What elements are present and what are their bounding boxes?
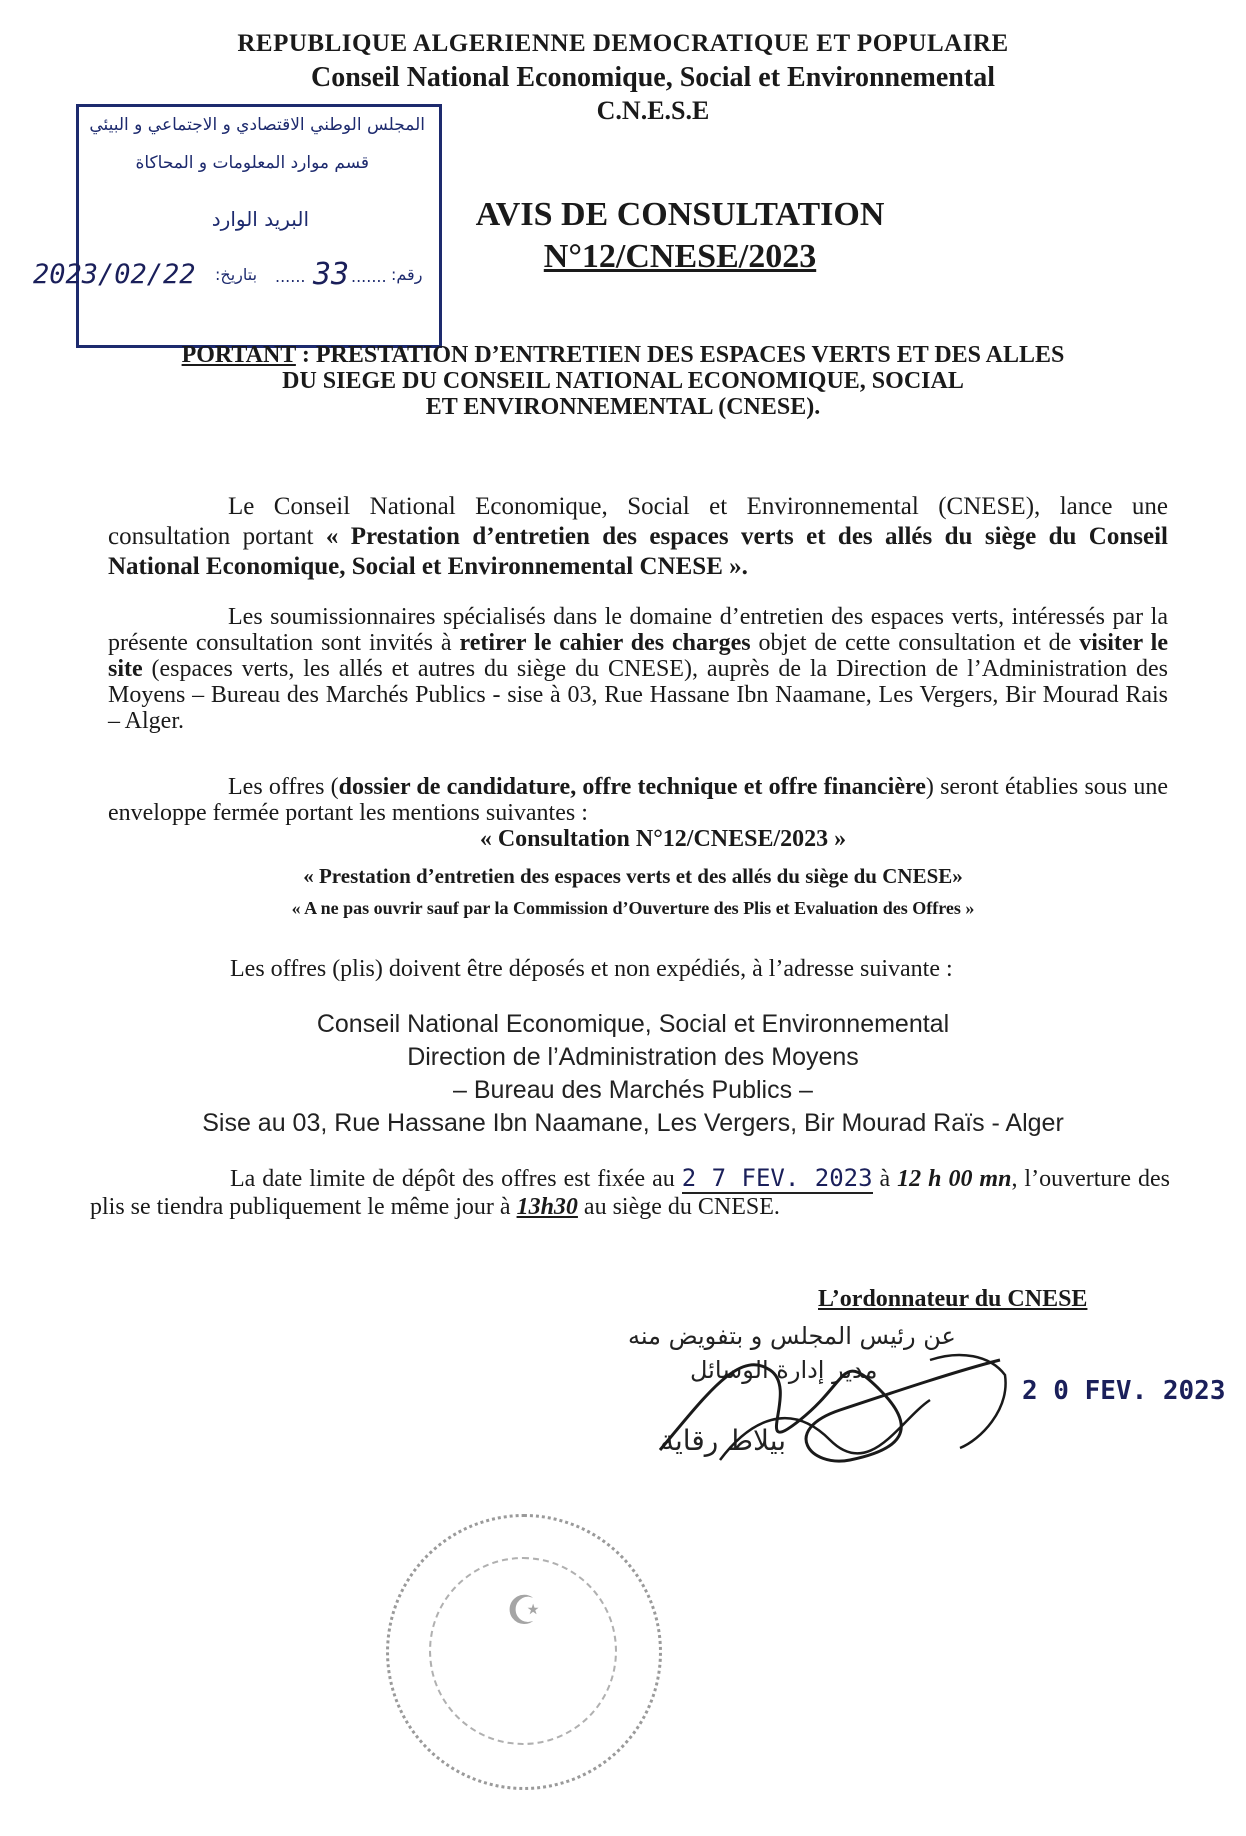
paragraph-offers-text-1: Les offres ( xyxy=(228,774,339,800)
header-republic: REPUBLIQUE ALGERIENNE DEMOCRATIQUE ET POPULAIRE xyxy=(237,30,1009,57)
deadline-paragraph xyxy=(90,1164,1170,1221)
seal-inner-ring xyxy=(429,1557,617,1745)
stamp-dots-2: ....... xyxy=(351,267,387,286)
object-text-1: : PRESTATION D’ENTRETIEN DES ESPACES VERTS ET DES ALLES xyxy=(295,342,1065,368)
mention-consultation: « Consultation N°12/CNESE/2023 » xyxy=(479,826,847,852)
deadline-date: 2 7 FEV. 2023 xyxy=(681,1164,873,1192)
address-line-4: Sise au 03, Rue Hassane Ibn Naamane, Les Vergers, Bir Mourad Raïs - Alger xyxy=(202,1109,1064,1137)
deadline-text-4: au siège du CNESE. xyxy=(577,1194,780,1220)
stamp-council-name: المجلس الوطني الاقتصادي و الاجتماعي و البيئي xyxy=(89,115,425,135)
paragraph-intro xyxy=(108,492,1168,582)
signature-delegation: عن رئيس المجلس و بتفويض منه xyxy=(628,1322,956,1350)
paragraph-intro-emphasis: « Prestation d’entretien des espaces verts et des allés du siège du Conseil National Economique, Social et Environnemental CNESE ». xyxy=(108,523,1168,580)
mention-prestation: « Prestation d’entretien des espaces verts et des allés du siège du CNESE» xyxy=(303,864,963,888)
deposit-intro: Les offres (plis) doivent être déposés et non expédiés, à l’adresse suivante : xyxy=(230,956,953,982)
handwritten-signature xyxy=(600,1330,1020,1480)
paragraph-bidders xyxy=(108,604,1168,734)
header-council: Conseil National Economique, Social et Environnemental xyxy=(311,62,995,93)
mention-do-not-open: « A ne pas ouvrir sauf par la Commission d’Ouverture des Plis et Evaluation des Offres » xyxy=(291,898,975,918)
signature-date: 2 0 FEV. 2023 xyxy=(1022,1376,1226,1406)
paragraph-bidders-bold-1: retirer le cahier des charges xyxy=(459,630,751,656)
stamp-incoming-mail: البريد الوارد xyxy=(211,207,309,231)
signatory-title: L’ordonnateur du CNESE xyxy=(818,1286,1088,1312)
deadline-text-3: , l’ouverture des plis se tiendra publiquement le même jour à xyxy=(90,1166,1170,1220)
paragraph-bidders-text-1: Les soumissionnaires spécialisés dans le domaine d’entretien des espaces verts, intéressés par la présente consultation sont invités à xyxy=(108,604,1168,656)
paragraph-offers-bold: dossier de candidature, offre technique et offre financière xyxy=(338,774,926,800)
header-acronym: C.N.E.S.E xyxy=(596,96,710,125)
deadline-text-1: La date limite de dépôt des offres est fixée au xyxy=(230,1166,682,1192)
object-line-1 xyxy=(60,342,1186,368)
signature-director: مدير إدارة الوسائل xyxy=(690,1356,878,1384)
object-label: PORTANT xyxy=(181,342,296,368)
signature-name: بيلاط رقاية xyxy=(660,1424,786,1457)
stamp-department: قسم موارد المعلومات و المحاكاة xyxy=(135,153,369,173)
stamp-dots: ...... xyxy=(275,267,306,286)
deadline-time: 12 h 00 mn xyxy=(897,1166,1012,1192)
paragraph-offers xyxy=(108,774,1168,826)
paragraph-bidders-text-2: objet de cette consultation et de xyxy=(750,630,1080,656)
object-block xyxy=(60,342,1186,420)
object-line-3: ET ENVIRONNEMENTAL (CNESE). xyxy=(425,394,821,420)
deadline-text-2: à xyxy=(872,1166,898,1192)
paragraph-offers-text-2: ) seront établies sous une enveloppe fermée portant les mentions suivantes : xyxy=(108,774,1169,826)
stamp-date-value: 2023/02/22 xyxy=(33,259,196,290)
opening-time: 13h30 xyxy=(516,1194,578,1220)
address-line-1: Conseil National Economique, Social et Environnemental xyxy=(316,1010,950,1038)
paragraph-bidders-text-3: (espaces verts, les allés et autres du siège du CNESE), auprès de la Direction de l’Administration des Moyens – Bureau des Marchés Publics - sise à 03, Rue Hassane Ibn Naamane, Les Vergers, Bir Mourad Rais – Alger. xyxy=(108,656,1168,734)
stamp-number-value: 33 xyxy=(313,257,350,292)
official-seal xyxy=(386,1514,662,1790)
stamp-date-label: بتاريخ: xyxy=(215,265,258,284)
address-line-2: Direction de l’Administration des Moyens xyxy=(407,1043,859,1071)
object-line-2: DU SIEGE DU CONSEIL NATIONAL ECONOMIQUE, SOCIAL xyxy=(282,368,964,394)
stamp-number-row xyxy=(33,257,425,297)
document-title: AVIS DE CONSULTATION xyxy=(475,196,885,233)
seal-star-icon: ☪ xyxy=(506,1588,542,1633)
consultation-number: N°12/CNESE/2023 xyxy=(543,238,817,275)
stamp-number-label: رقم: xyxy=(391,265,423,284)
address-line-3: – Bureau des Marchés Publics – xyxy=(453,1076,813,1104)
paragraph-bidders-bold-2: visiter le site xyxy=(108,630,1169,682)
address-block xyxy=(0,1008,1246,1140)
paragraph-intro-text: Le Conseil National Economique, Social et Environnemental (CNESE), lance une consultation portant xyxy=(108,493,1168,550)
